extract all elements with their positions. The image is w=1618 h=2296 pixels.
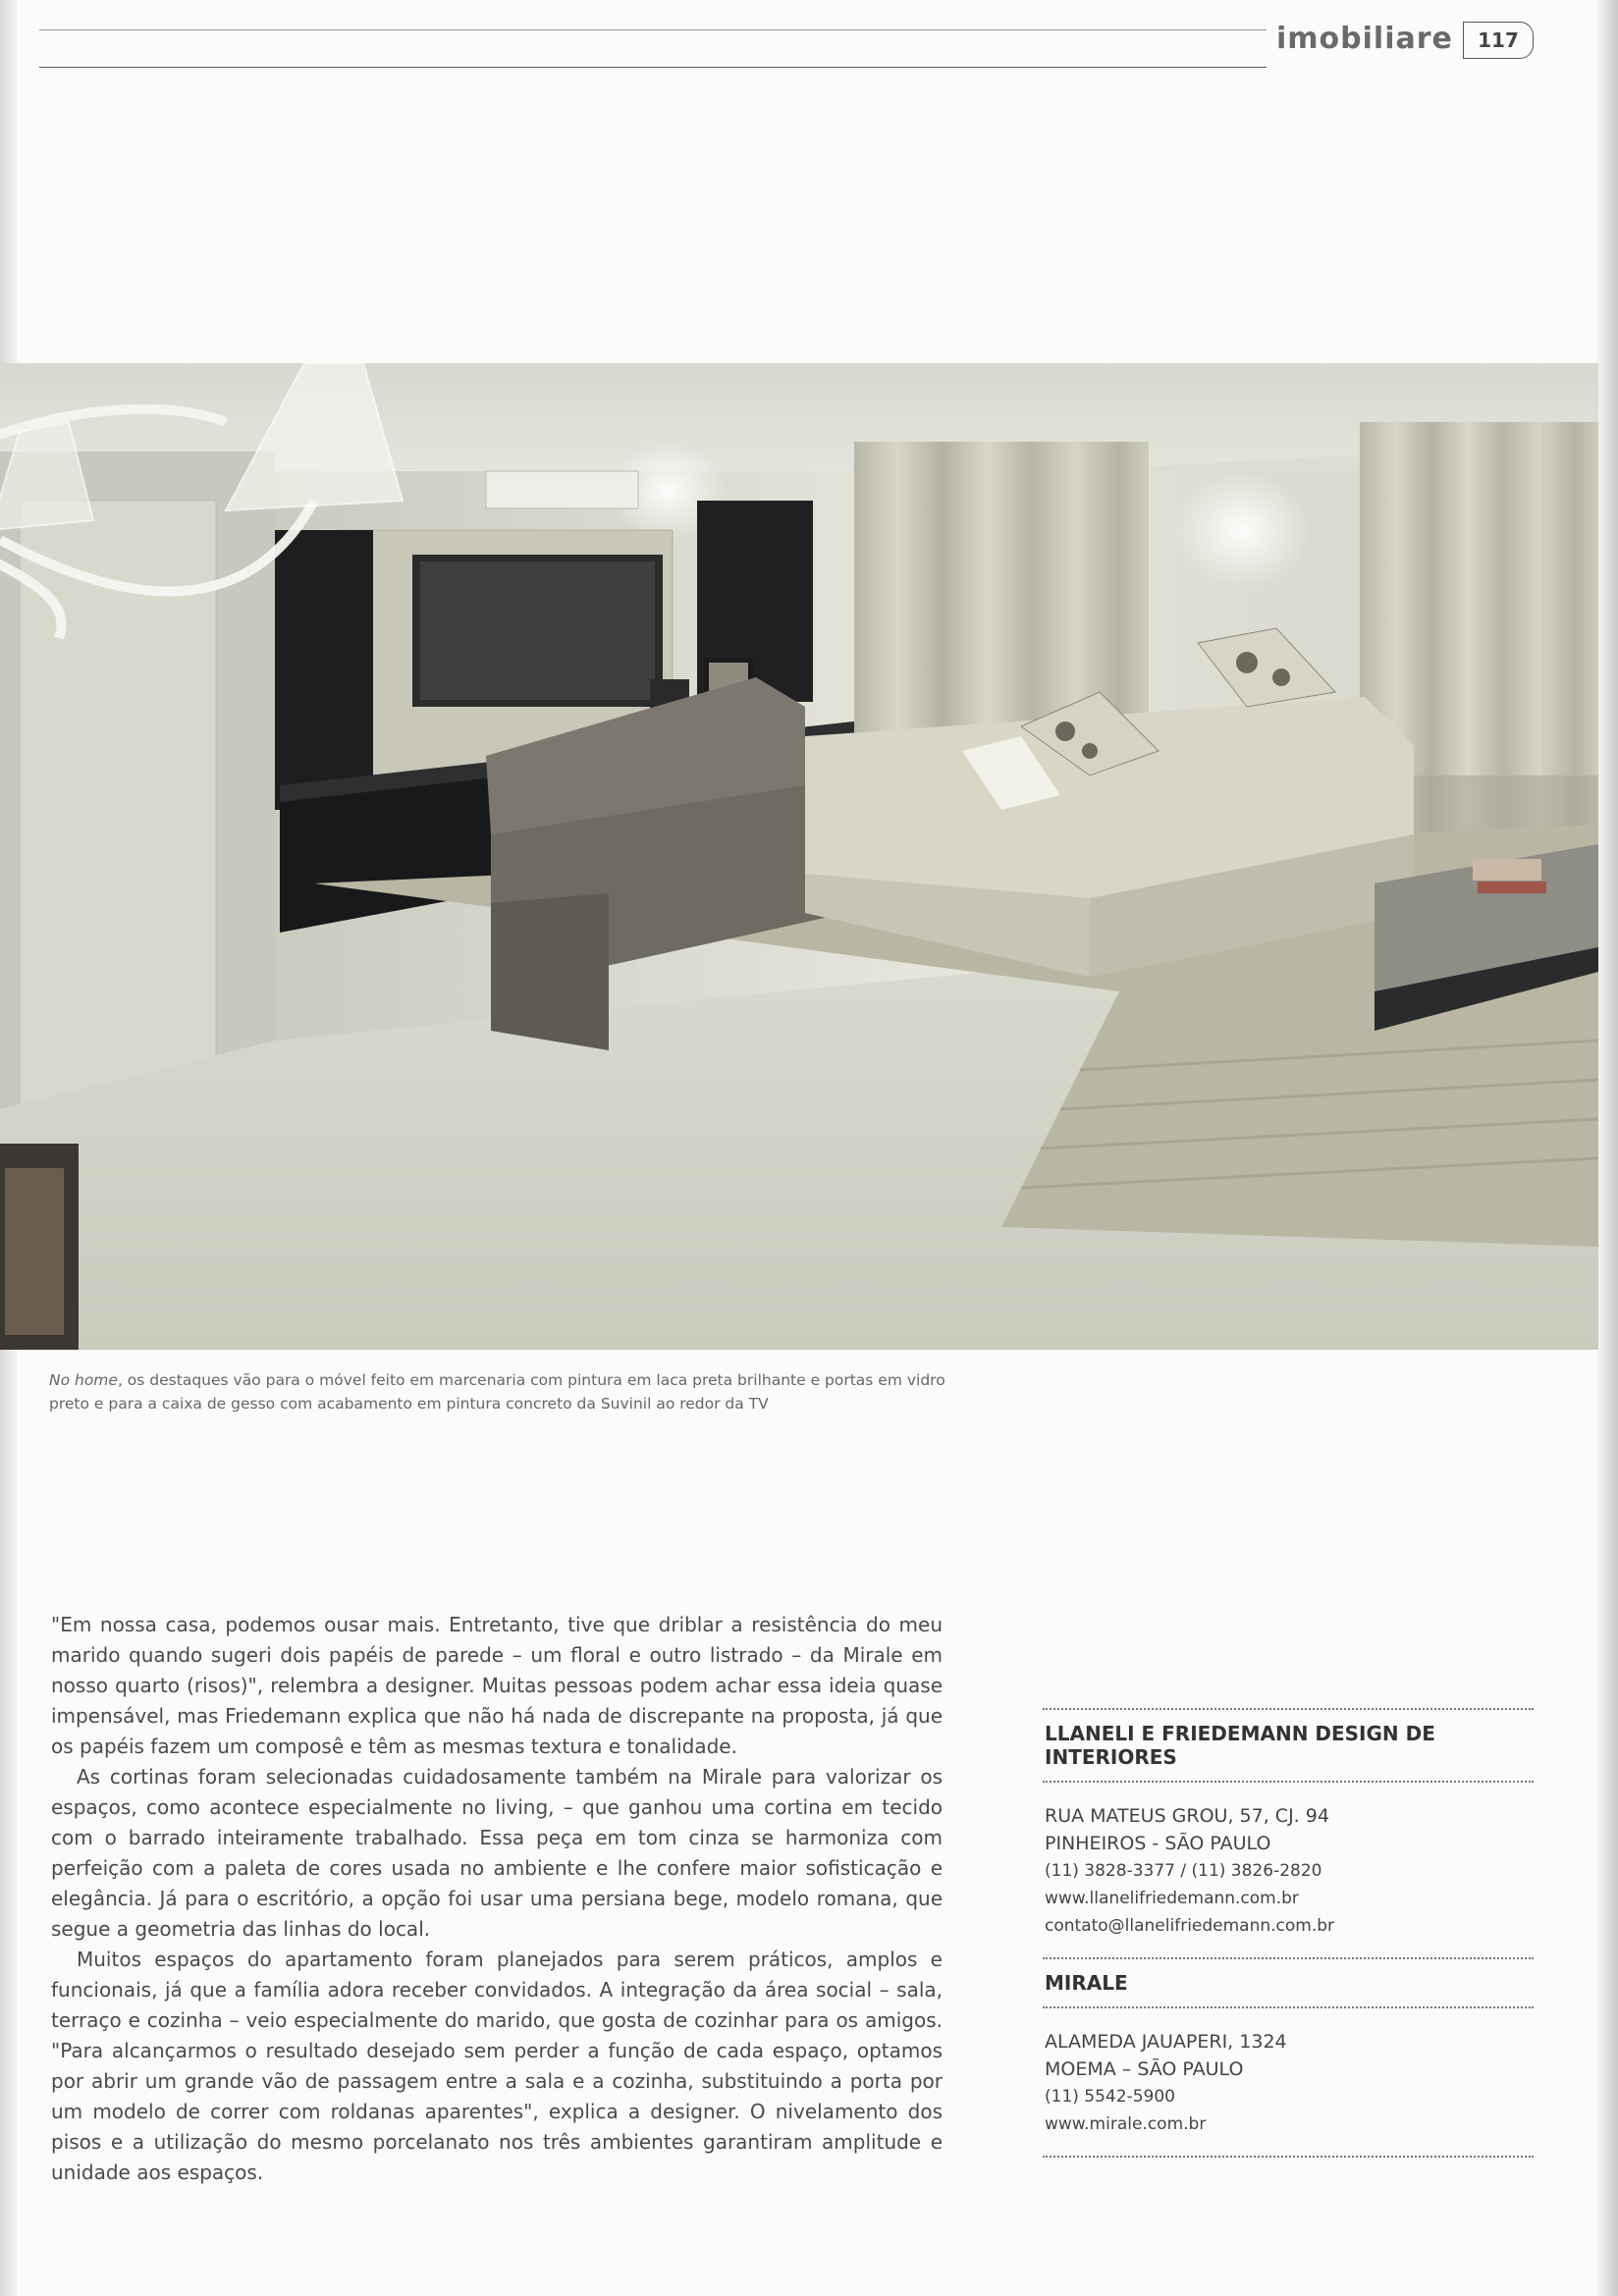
company2-contact	[1043, 2008, 1534, 2156]
company2-phone: (11) 5542-5900	[1045, 2087, 1175, 2107]
company1-website[interactable]: www.llanelifriedemann.com.br	[1045, 1889, 1299, 1908]
page-edge-shadow	[1596, 0, 1618, 2296]
company1-name: LLANELI E FRIEDEMANN DESIGN DE INTERIORES	[1045, 1722, 1435, 1769]
header-rule-top	[39, 29, 1267, 30]
page-number: 117	[1463, 22, 1534, 59]
caption-text: , os destaques vão para o móvel feito em marcenaria com pintura em laca preta brilhante e portas em vidro preto e para a caixa de gesso com acabamento em pintura concreto da Suvinil ao redor da TV	[49, 1371, 945, 1413]
company2-website[interactable]: www.mirale.com.br	[1045, 2114, 1207, 2134]
living-room-photo	[0, 363, 1598, 1350]
header-rule	[39, 67, 1267, 68]
company2-name: MIRALE	[1045, 1971, 1128, 1995]
article-paragraph: As cortinas foram selecionadas cuidadosamente também na Mirale para valorizar os espaços, como acontece especialmente no living, – que ganhou uma cortina em tecido com o barrado inteiramente trabalhado. Essa peça em tom cinza se harmoniza com perfeição com a paleta de cores usada no ambiente e lhe confere maior sofisticação e elegância. Já para o escritório, a opção foi usar uma persiana bege, modelo romana, que segue a geometria das linhas do local.	[51, 1765, 943, 1941]
contact-sidebar	[1043, 1708, 1534, 2158]
article-body	[51, 1610, 943, 2188]
company1-contact	[1043, 1783, 1534, 1957]
company1-phone: (11) 3828-3377 / (11) 3826-2820	[1045, 1861, 1322, 1881]
photo-caption	[49, 1368, 952, 1415]
company1-email[interactable]: contato@llanelifriedemann.com.br	[1045, 1916, 1335, 1936]
article-paragraph: "Em nossa casa, podemos ousar mais. Entretanto, tive que driblar a resistência do meu marido quando sugeri dois papéis de parede – um floral e outro listrado – da Mirale em nosso quarto (risos)", relembra a designer. Muitas pessoas podem achar essa ideia quase impensável, mas Friedemann explica que não há nada de discrepante na proposta, já que os papéis fazem um composê e têm as mesmas textura e tonalidade.	[51, 1613, 943, 1758]
sidebar-divider	[1043, 2156, 1534, 2158]
article-paragraph: Muitos espaços do apartamento foram planejados para serem práticos, amplos e funcionais, já que a família adora receber convidados. A integração da área social – sala, terraço e cozinha – veio especialmente do marido, que gosta de cozinhar para os amigos. "Para alcançarmos o resultado desejado sem perder a função de cada espaço, optamos por abrir um grande vão de passagem entre a sala e a cozinha, substituindo a porta por um modelo de correr com roldanas aparentes", explica a designer. O nivelamento dos pisos e a utilização do mesmo porcelanato nos três ambientes garantiram amplitude e unidade aos espaços.	[51, 1948, 943, 2184]
company1-district: PINHEIROS - SÃO PAULO	[1045, 1833, 1271, 1854]
company1-address: RUA MATEUS GROU, 57, CJ. 94	[1045, 1805, 1329, 1827]
caption-italic-lead: No home	[49, 1371, 118, 1389]
company2-district: MOEMA – SÃO PAULO	[1045, 2058, 1244, 2080]
company2-address: ALAMEDA JAUAPERI, 1324	[1045, 2031, 1287, 2053]
magazine-logo: imobiliare	[1276, 22, 1453, 56]
